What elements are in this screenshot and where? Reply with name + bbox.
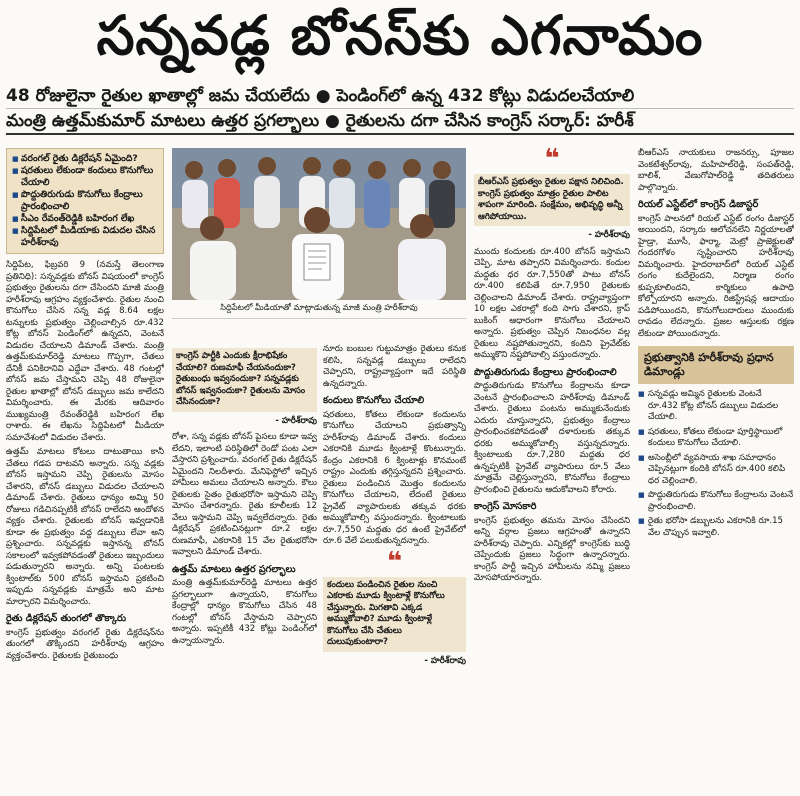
column-3 xyxy=(474,148,630,794)
pull-quote: బీఆర్ఎస్ ప్రభుత్వం రైతుల పక్షాన నిలిచింది. కాంగ్రెస్ ప్రభుత్వం మాత్రం రైతుల పాలిట శాపంగా మారింది. సంక్షేమం, అభివృద్ధి అన్నీ ఆగిపోయాయి. xyxy=(474,174,630,226)
section-heading: రియల్ ఎస్టేట్‌లో కాంగ్రెస్ డిజాస్టర్ xyxy=(638,199,759,210)
section-heading: కాంగ్రెస్ మోసకారి xyxy=(474,501,537,512)
demand-item: ■ సన్నవడ్లు అమ్మిన రైతులకు వెంటనే రూ.432 కోట్ల బోనస్ డబ్బులు విడుదల చేయాలి. xyxy=(638,389,794,424)
quote-attribution: - హరీశ్‌రావు xyxy=(424,655,466,666)
article-body xyxy=(6,148,794,794)
paragraph: మంత్రి ఉత్తమ్‌కుమార్‌రెడ్డి మాటలు ఉత్తర ప్రగల్భాలుగా ఉన్నాయని, కొనుగోలు కేంద్రాల్లో ధాన్యం కొనుగోలు చేసిన 48 గంటల్లో బోనస్ వేస్తామని చెప్పారని అన్నారు. ఇప్పటికీ 432 కోట్లు పెండింగ్‌లో ఉన్నాయన్నారు. xyxy=(172,578,317,646)
highlight-item: ■ సీఎం రేవంత్‌రెడ్డికి బహిరంగ లేఖ xyxy=(12,213,158,225)
paragraph: పొద్దుతిరుగుడు కొనుగోలు కేంద్రాలను కూడా వెంటనే ప్రారంభించాలని హరీశ్‌రావు డిమాండ్ చేశారు. రైతులు పంటను అమ్ముకునేందుకు ఎదురు చూస్తున్నారని, ప్రభుత్వం కేంద్రాలు ప్రారంభించకపోవడంతో దళారులకు తక్కువ ధరకు అమ్ముకోవాల్సి వస్తున్నదన్నారు. క్వింటాలుకు రూ.7,280 మద్దతు ధర ఉన్నప్పటికీ ప్రైవేట్ వ్యాపారులు రూ.5 వేలు మాత్రమే చెల్లిస్తున్నారని, కొనుగోలు కేంద్రాలు ప్రారంభించి రైతులను ఆదుకోవాలని కోరారు. xyxy=(474,381,630,495)
intro-paragraph: సిద్దిపేట, ఫిబ్రవరి 9 (నమస్తే తెలంగాణ ప్రతినిధి): సన్నవడ్లకు బోనస్ విషయంలో కాంగ్రెస్ ప్రభుత్వం రైతులను దగా చేసిందని మాజీ మంత్రి హరీశ్‌రావు ఆగ్రహం వ్యక్తంచేశారు. రైతుల నుంచి కొనుగోలు చేసిన సన్న వడ్ల 8.64 లక్షల టన్నులకు ప్రభుత్వం చెల్లించాల్సిన రూ.432 కోట్ల బోనస్ పెండింగ్‌లో ఉన్నదని, వెంటనే విడుదల చేయాలని డిమాండ్ చేశారు. మంత్రి ఉత్తమ్‌కుమార్‌రెడ్డి మాటలు గొప్పగా, చేతలు దేనికీ పనికిరానివి ఎద్దేవా చేశారు. 48 గంటల్లో బోనస్ జమ చేస్తామని చెప్పి 48 రోజులైనా రైతుల ఖాతాల్లో బోనస్ డబ్బులు జమ కాలేదని విమర్శించారు. ఈ మేరకు ఆదివారం ముఖ్యమంత్రి రేవంత్‌రెడ్డికి బహిరంగ లేఖ రాశారు. ఈ లేఖను సిద్దిపేటలో మీడియా సమావేశంలో విడుదల చేశారు. xyxy=(6,260,164,443)
column-2a xyxy=(172,344,317,794)
demand-item: ■ పొద్దుతిరుగుడు కొనుగోలు కేంద్రాలను వెంటనే ప్రారంభించాలి. xyxy=(638,490,794,513)
subheading-1: 48 రోజులైనా రైతుల ఖాతాల్లో జమ చేయలేదు ● పెండింగ్‌లో ఉన్న 432 కోట్లు విడుదలచేయాలి xyxy=(6,84,794,109)
paragraph: ముందు కందులకు రూ.400 బోనస్ ఇస్తామని చెప్పి, మాట తప్పారని విమర్శించారు. కందుల మద్దతు ధర రూ.7,550తో పాటు బోనస్ రూ.400 కలిపితే రూ.7,950 రైతులకు చెల్లించాలని డిమాండ్ చేశారు. రాష్ట్రవ్యాప్తంగా 10 లక్షల ఎకరాల్లో కంది సాగు చేశారని, క్రాప్ బుకింగ్ ఆధారంగా కొనుగోలు చేయాలని అన్నారు. ప్రభుత్వం చెప్పిన నిబంధనల వల్ల రైతులు నష్టపోతున్నారని, కందిని ప్రైవేట్‌కు అమ్ముకొని నష్టపోవాల్సి వస్తుందన్నారు. xyxy=(474,246,630,360)
paragraph: రోశా, సన్న వడ్లకు బోనస్ పైసలు కూడా ఇవ్వ లేదని, ఇలాంటి పరిస్థితిలో రెండో పంట ఎలా వేస్తారని ప్రశ్నించారు. వరంగల్ రైతు డిక్లరేషన్ ఏమైందని నిలదీశారు. మేనిఫెస్టోలో ఇచ్చిన హామీలు అమలు చేయాలని అన్నారు. కౌలు రైతులకు సైతం రైతుభరోసా ఇస్తామని చెప్పి మోసం చేశారన్నారు. రైతు కూలీలకు 12 వేలు ఇస్తామని చెప్పి ఇవ్వలేదన్నారు. రైతు డిక్లరేషన్ ప్రకటించినట్లుగా రూ.2 లక్షల రుణమాఫీ, ఎకరానికి 15 వేల రైతుభరోసా ఇవ్వాలని డిమాండ్ చేశారు. xyxy=(172,432,317,557)
quote-attribution: - హరీశ్‌రావు xyxy=(588,230,630,240)
headline: సన్నవడ్ల బోనస్‌కు ఎగనామం xyxy=(96,3,704,67)
demand-item: ■ అసెంబ్లీలో వ్యవసాయ శాఖ సమాధానం చెప్పినట్లుగా కందికి బోనస్ రూ.400 కలిపి ధర చెల్లించాలి. xyxy=(638,453,794,488)
pull-quote: కందులు పండించిన రైతుల నుంచి ఎకరాకు మూడు క్వింటాళ్లే కొనుగోలు చేస్తున్నారు. మిగతావి ఎక్కడ అమ్ముకోవాలి? మూడు క్వింటాళ్లే కొనుగోలు చేసి చేతులు దులుపుకుంటారా? xyxy=(323,577,466,652)
column-1 xyxy=(6,148,164,794)
paragraph: బీఆర్ఎస్ నాయకులు రాజనర్సు, పూజల వెంకటేశ్వర్‌రావు, మహిపాల్‌రెడ్డి, సంపత్‌రెడ్డి, బాలిశ్, వేణుగోపాల్‌రెడ్డి తదితరులు పాల్గొన్నారు. xyxy=(638,148,794,193)
section-heading: రైతు డిక్లరేషన్ తుంగలో తొక్కారు xyxy=(6,613,127,624)
section-heading: ఉత్తమ్ మాటలు ఉత్తర ప్రగల్భాలు xyxy=(172,563,296,575)
highlights-box xyxy=(6,148,164,254)
column-2 xyxy=(172,148,466,794)
highlight-item: ■ షరతులు లేకుండా కందులు కొనుగోలు చేయాలి xyxy=(12,165,158,189)
pull-quote: కాంగ్రెస్ పార్టీకి ఎందుకు క్షీరాభిషేకం చేయాలి? రుణమాఫీ చేయనందుకా? రైతుబంధు ఇవ్వనందుకా? సన్నవడ్లకు బోనస్ ఇవ్వనందుకా? రైతులను మోసం చేసినందుకా? xyxy=(172,348,317,412)
paragraph: నూరు బంబుల గుట్టుమాత్రం రైతులు కనుక కలిసి, సన్నవడ్ల డబ్బులు రాలేదని చెప్పారని, రాష్ట్రవ్యాప్తంగా ఇదే పరిస్థితి ఉన్నదన్నారు. xyxy=(323,344,466,389)
photo-illustration xyxy=(172,148,466,300)
paragraph: కాంగ్రెస్ ప్రభుత్వం వరంగల్ రైతు డిక్లరేషన్‌ను తుంగలో తొక్కిందని హరీశ్‌రావు ఆగ్రహం వ్యక్తంచేశారు. రైతులకు రైతుబంధు xyxy=(6,627,164,661)
paragraph: కాంగ్రెస్ పాలనలో రియల్ ఎస్టేట్ రంగం డిజాస్టర్ అయిందని, సర్కారు ఆలోచనలేని నిర్ణయాలతో హైడ్రా, మూసీ, ఫార్మా, మెట్రో ప్రాజెక్టులతో గందరగోళం సృష్టించారని హరీశ్‌రావు విమర్శించారు. హైదరాబాద్‌లో రియల్ ఎస్టేట్ రంగం కుదేలైందని, నిర్మాణ రంగం కుప్పకూలిందని, కార్మికులు ఉపాధి కోల్పోయారని అన్నారు. రిజిస్ట్రేషన్ల ఆదాయం పడిపోయిందని, కొనుగోలుదారులు ముందుకు రావడం లేదన్నారు. ప్రజల ఆస్తులకు రక్షణ లేకుండా పోయిందన్నారు. xyxy=(638,213,794,339)
highlight-item: ■ పొద్దుతిరుగుడు కొనుగోలు కేంద్రాలు ప్రారంభించాలి xyxy=(12,189,158,213)
section-heading: కందులు కొనుగోలు చేయాలి xyxy=(323,395,425,406)
paragraph: కాంగ్రెస్ ప్రభుత్వం తమను మోసం చేసిందని అన్ని వర్గాల ప్రజలు ఆగ్రహంతో ఉన్నారని హరీశ్‌రావు చెప్పారు. ఎన్నికల్లో కాంగ్రెస్‌కు బుద్ధి చెప్పేందుకు ప్రజలు సిద్ధంగా ఉన్నారన్నారు. కాంగ్రెస్ పార్టీ ఇచ్చిన హామీలను నమ్మి ప్రజలు మోసపోయారన్నారు. xyxy=(474,515,630,583)
paragraph: ఉత్తమ్ మాటలు కోటలు దాటుతాయి కానీ చేతలు గడప దాటవని అన్నారు. సన్న వడ్లకు బోనస్ ఇస్తామని చెప్పి రైతులను మోసం చేశారని, బోనస్ డబ్బులు విడుదల చేయాలని డిమాండ్ చేశారు. రైతులు ధాన్యం అమ్మి 50 రోజులు గడిచినప్పటికీ బోనస్ రాలేదని ఆందోళన వ్యక్తం చేశారు. రైతులకు బోనస్ ఇవ్వడానికి కూడా ఈ ప్రభుత్వం వద్ద డబ్బులు లేవా అని ప్రశ్నించారు. సన్నవడ్లకు ఇస్తానన్న బోనస్ సకాలంలో ఇవ్వకపోవడంతో రైతులు ఇబ్బందులు పడుతున్నారని అన్నారు. అన్ని పంటలకు క్వింటాల్‌కు 500 బోనస్ ఇస్తామని ప్రకటించి ఇప్పుడు సన్నవడ్లకు మాత్రమే అని మాట మార్చారని విమర్శించారు. xyxy=(6,447,164,607)
demand-item: ■ రైతు భరోసా డబ్బులను ఎకరానికి రూ.15 వేల చొప్పున ఇవ్వాలి. xyxy=(638,516,794,539)
demands-box-title: ప్రభుత్వానికి హరీశ్‌రావు ప్రధాన డిమాండ్లు xyxy=(638,346,794,384)
column-2b xyxy=(323,344,466,794)
highlight-item: ■ వరంగల్ రైతు డిక్లరేషన్ ఏమైంది? xyxy=(12,153,158,165)
photo-caption: సిద్దిపేటలో మీడియాతో మాట్లాడుతున్న మాజీ మంత్రి హరీశ్‌రావు xyxy=(172,300,466,319)
paragraph: షరతులు, కోతలు లేకుండా కందులను కొనుగోలు చేయాలని ప్రభుత్వాన్ని హరీశ్‌రావు డిమాండ్ చేశారు. కందులు ఎకరానికి మూడు క్వింటాళ్లే కొంటున్నారు. కేంద్రం ఎకరానికి 6 క్వింటాళ్లు కొనమంటే రాష్ట్రం ఎందుకు తగ్గిస్తున్నదని ప్రశ్నించారు. రైతులు పండించిన మొత్తం కందులను కొనుగోలు చేయాలని, లేదంటే రైతులు ప్రైవేట్ వ్యాపారులకు తక్కువ ధరకు అమ్ముకోవాల్సి వస్తుందన్నారు. క్వింటాలుకు రూ.7,550 మద్దతు ధర ఉంటే ప్రైవేట్‌లో రూ.6 వేలే పలుకుతున్నదన్నారు. xyxy=(323,409,466,546)
column-4 xyxy=(638,148,794,794)
quote-mark-icon: ❝ xyxy=(386,546,403,577)
subheading-2: మంత్రి ఉత్తమ్‌కుమార్ మాటలు ఉత్తర ప్రగల్భాలు ● రైతులను దగా చేసిన కాంగ్రెస్ సర్కార్: హరీశ్ xyxy=(6,109,794,135)
section-heading: పొద్దుతిరుగుడు కేంద్రాలు ప్రారంభించాలి xyxy=(474,366,617,378)
demand-item: ■ షరతులు, కోతలు లేకుండా పూర్తిస్థాయిలో కందులు కొనుగోలు చేయాలి. xyxy=(638,427,794,450)
quote-mark-icon: ❝ xyxy=(544,148,560,174)
press-photo xyxy=(172,148,466,300)
quote-attribution: - హరీశ్‌రావు xyxy=(275,415,317,426)
highlight-item: ■ సిద్దిపేటలో మీడియాకు విడుదల చేసిన హరీశ్‌రావు xyxy=(12,225,158,249)
